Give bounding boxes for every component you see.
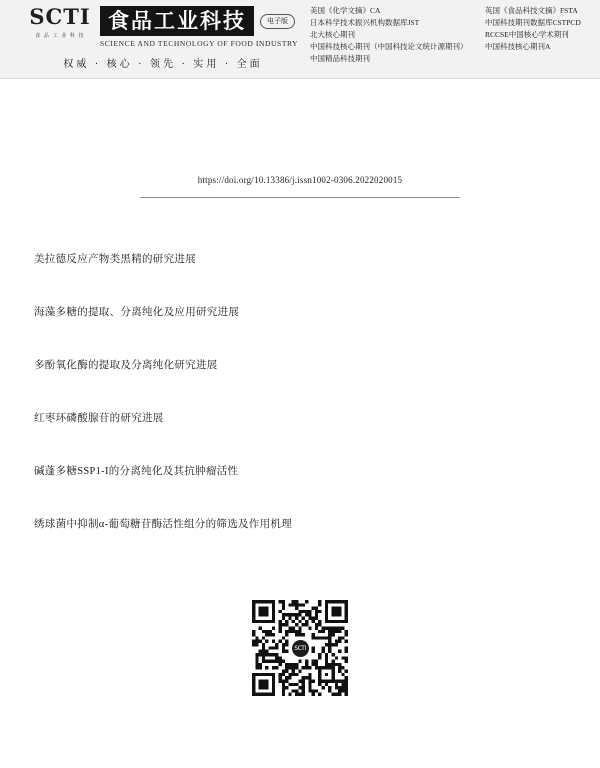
- indexing-item: 中国科技核心期刊A: [485, 42, 551, 51]
- indexing-column-right: [485, 6, 590, 72]
- list-item[interactable]: 海藻多糖的提取、分离纯化及应用研究进展: [34, 307, 240, 318]
- masthead-banner: [0, 0, 600, 79]
- indexing-item: 中国科技核心期刊（中国科技论文统计源期刊）: [310, 42, 468, 51]
- indexing-item: RCCSE中国核心学术期刊: [485, 30, 569, 39]
- horizontal-rule: [140, 197, 460, 198]
- indexing-item: 中国科技期刊数据库CSTPCD: [485, 18, 581, 27]
- brand-row: [28, 5, 304, 48]
- qr-center-logo-text: SCTI: [292, 640, 309, 657]
- indexing-item: 日本科学技术振兴机构数据库JST: [310, 18, 420, 27]
- indexing-list: [304, 0, 600, 78]
- journal-title-cn: 食品工业科技: [100, 6, 254, 36]
- list-item[interactable]: 绣球菌中抑制α-葡萄糖苷酶活性组分的筛选及作用机理: [34, 519, 292, 530]
- journal-title-block: [100, 5, 298, 48]
- indexing-item: 英国《食品科技文摘》FSTA: [485, 6, 578, 15]
- journal-title-row: [100, 6, 298, 36]
- indexing-item: 北大核心期刊: [310, 30, 355, 39]
- list-item[interactable]: 红枣环磷酸腺苷的研究进展: [34, 413, 164, 424]
- issue-badge: 电子版: [260, 14, 295, 29]
- list-item[interactable]: 碱蓬多糖SSP1-I的分离纯化及其抗肿瘤活性: [34, 466, 239, 477]
- list-item[interactable]: 多酚氧化酶的提取及分离纯化研究进展: [34, 360, 218, 371]
- indexing-item: 美国《化学文摘》CA: [310, 6, 381, 15]
- article-title-list: [34, 252, 534, 533]
- journal-title-en: SCIENCE AND TECHNOLOGY OF FOOD INDUSTRY: [100, 39, 299, 48]
- qr-center-logo: [289, 637, 311, 659]
- qr-code[interactable]: [252, 600, 348, 696]
- journal-slogan: 权威 · 核心 · 领先 · 实用 · 全面: [63, 59, 263, 70]
- indexing-column-left: [310, 6, 475, 72]
- journal-logo-icon: [28, 5, 92, 45]
- logo-letters: SCTI: [29, 4, 91, 29]
- logo-subtext: 食 品 工 业 科 技: [35, 34, 85, 39]
- doi-block: [140, 175, 460, 198]
- doi-text[interactable]: https://doi.org/10.13386/j.issn1002-0306.2022020015: [197, 175, 403, 185]
- masthead-brand: [0, 0, 304, 78]
- list-item[interactable]: 美拉德反应产物类黑精的研究进展: [34, 254, 196, 265]
- indexing-item: 中国精品科技期刊: [310, 54, 370, 63]
